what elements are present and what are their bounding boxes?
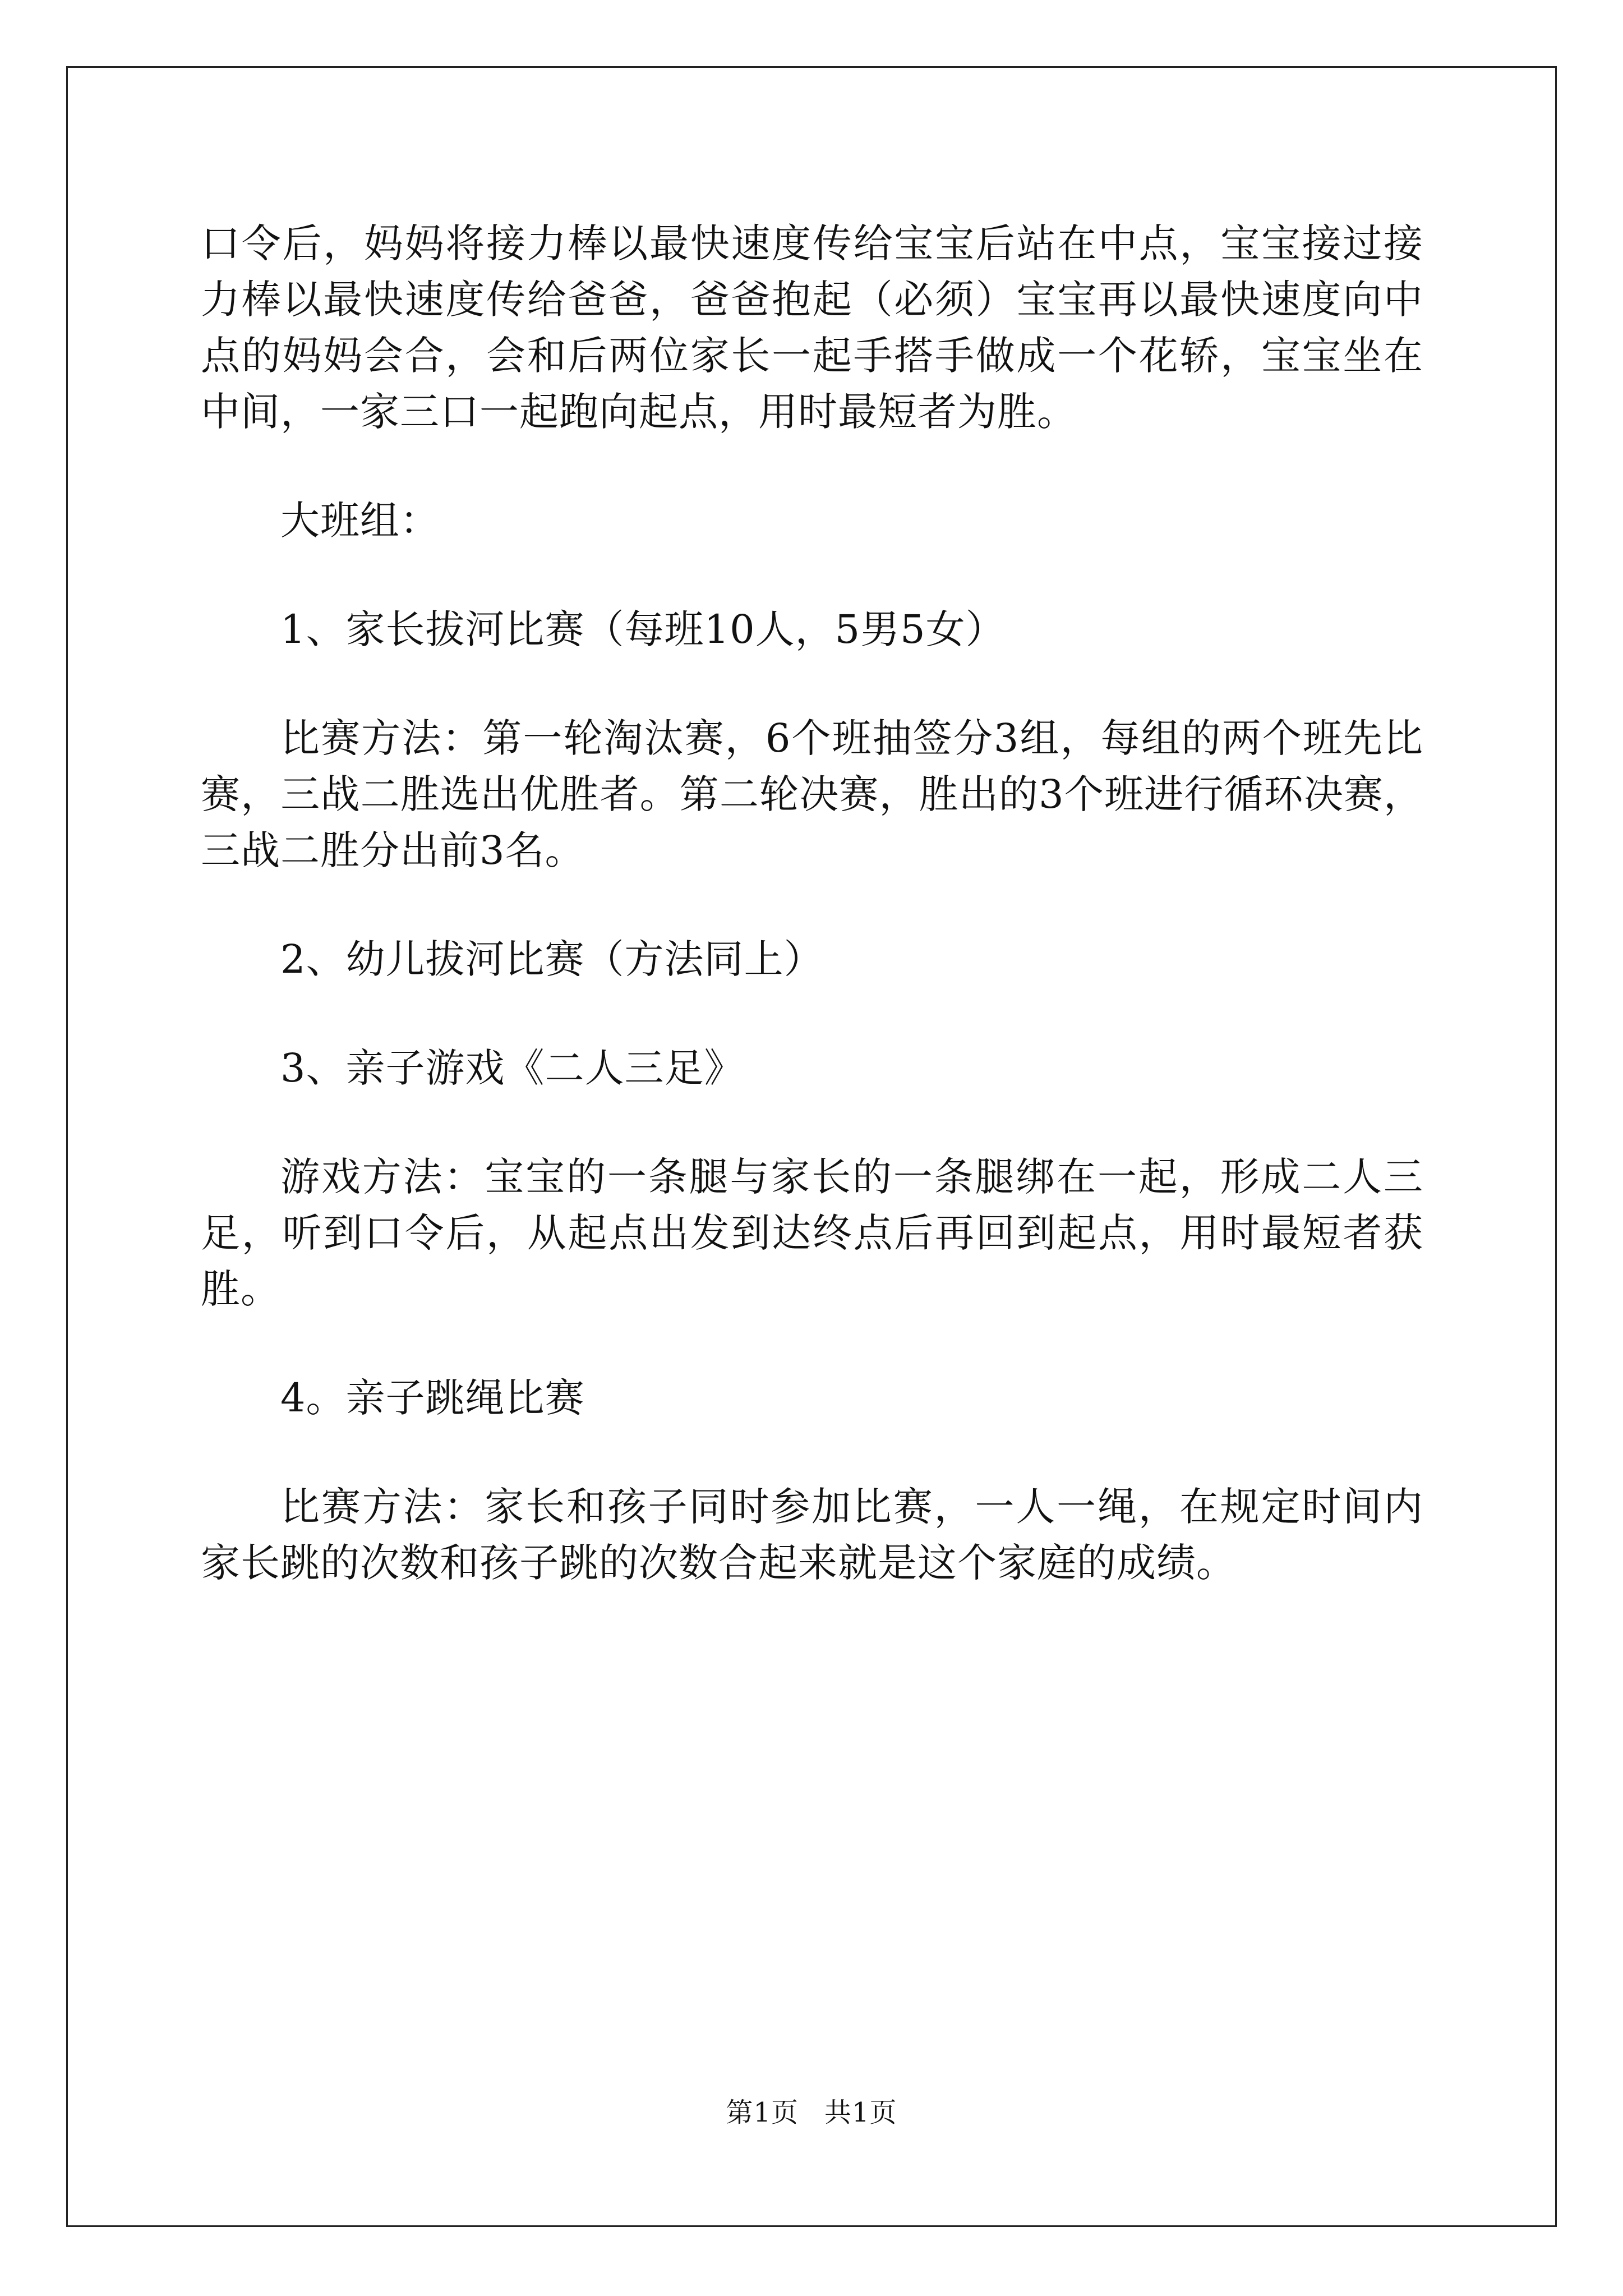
page-number: 第1页 — [726, 2097, 799, 2128]
item-child-tug-of-war: 2、幼儿拔河比赛（方法同上） — [280, 936, 824, 982]
item-three-legged-game: 3、亲子游戏《二人三足》 — [280, 1045, 744, 1091]
paragraph-three-legged-method: 游戏方法：宝宝的一条腿与家长的一条腿绑在一起，形成二人三足，听到口令后，从起点出发到达终点后再回到起点，用时最短者获胜。 — [201, 1154, 1423, 1312]
item-rope-skipping: 4。亲子跳绳比赛 — [280, 1375, 585, 1421]
paragraph-rope-skipping-method: 比赛方法：家长和孩子同时参加比赛，一人一绳，在规定时间内家长跳的次数和孩子跳的次数合起来就是这个家庭的成绩。 — [201, 1484, 1423, 1586]
page-total: 共1页 — [824, 2097, 897, 2128]
paragraph-continuation: 口令后，妈妈将接力棒以最快速度传给宝宝后站在中点，宝宝接过接力棒以最快速度传给爸爸，爸爸抱起（必须）宝宝再以最快速度向中点的妈妈会合，会和后两位家长一起手搭手做成一个花轿，宝宝坐在中间，一家三口一起跑向起点，用时最短者为胜。 — [201, 220, 1423, 435]
paragraph-tug-of-war-method: 比赛方法：第一轮淘汰赛，6个班抽签分3组，每组的两个班先比赛，三战二胜选出优胜者。第二轮决赛，胜出的3个班进行循环决赛，三战二胜分出前3名。 — [201, 715, 1423, 873]
page-footer — [0, 2096, 1623, 2129]
item-parent-tug-of-war: 1、家长拔河比赛（每班10人，5男5女） — [280, 606, 1006, 652]
document-body — [201, 215, 1423, 1644]
section-heading-senior-class: 大班组： — [280, 498, 440, 544]
